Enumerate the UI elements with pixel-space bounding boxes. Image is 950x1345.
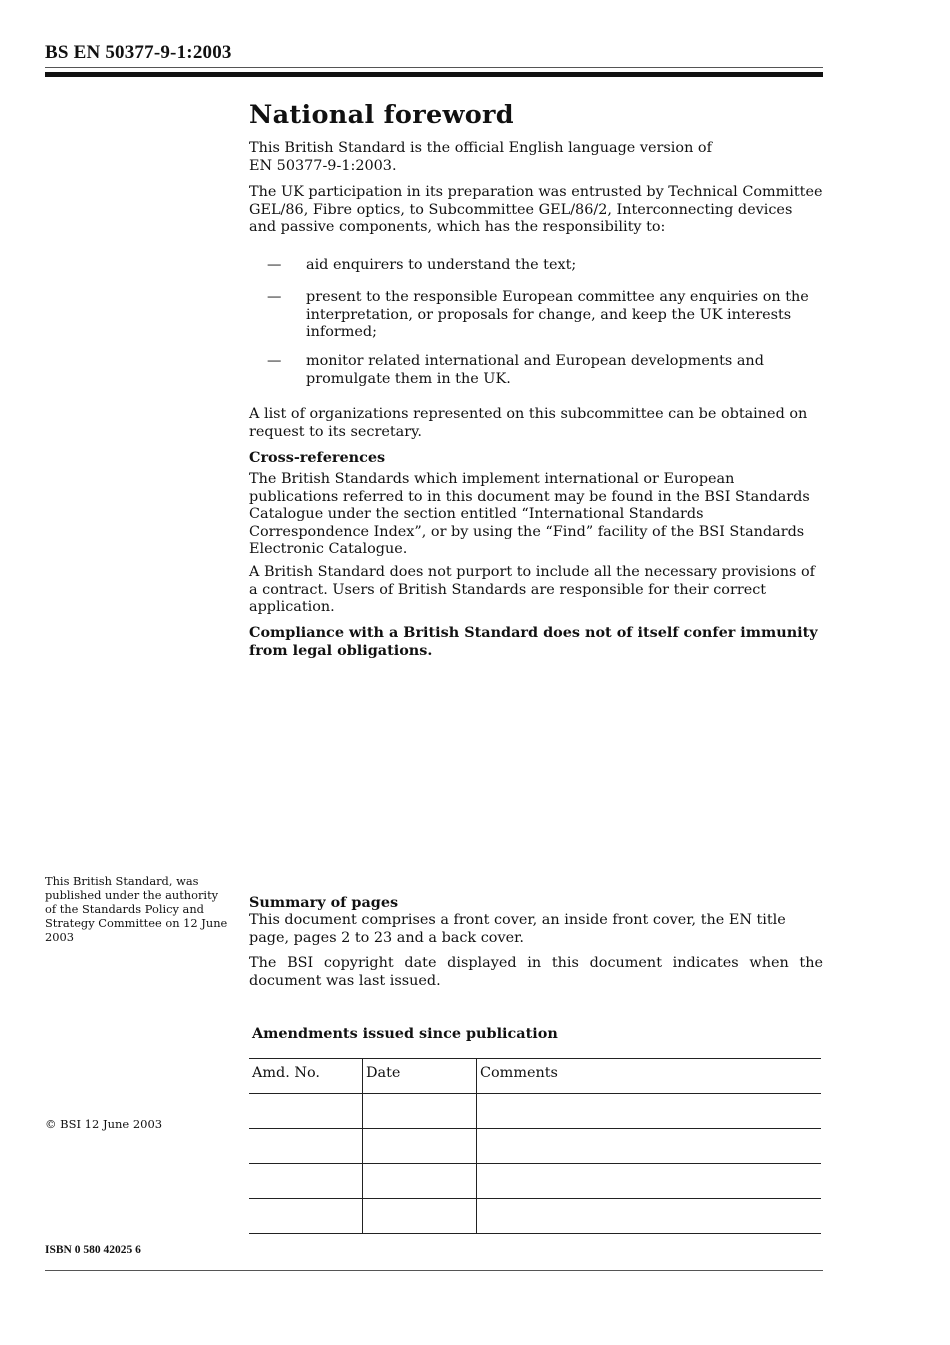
table-cell	[363, 1094, 477, 1129]
publication-note: This British Standard, was published under the authority of the Standards Policy and Strategy Committee on 12 June 2003	[45, 874, 228, 944]
paragraph: The BSI copyright date displayed in this document indicates when the document was last issued.	[249, 955, 823, 989]
table-cell	[477, 1129, 822, 1164]
header-rule-thick	[45, 72, 823, 77]
table-cell	[249, 1199, 363, 1234]
paragraph: The UK participation in its preparation was entrusted by Technical Committee GEL/86, Fibre optics, to Subcommittee GEL/86/2, Interconnecting devices and passive components, which has the responsibility to:	[249, 184, 823, 235]
isbn: ISBN 0 580 42025 6	[45, 1244, 141, 1256]
column-header: Date	[363, 1059, 477, 1094]
footer-rule	[45, 1270, 823, 1271]
table-cell	[249, 1094, 363, 1129]
table-cell	[249, 1164, 363, 1199]
summary-copyright-note	[249, 955, 823, 990]
table-row	[249, 1164, 821, 1199]
amendments-title: Amendments issued since publication	[252, 1025, 558, 1042]
table-cell	[477, 1164, 822, 1199]
foreword-participation	[249, 184, 823, 237]
summary-heading: Summary of pages	[249, 894, 399, 911]
copyright-notice: © BSI 12 June 2003	[45, 1117, 163, 1131]
compliance-statement: Compliance with a British Standard does not of itself confer immunity from legal obligations.	[249, 624, 818, 659]
dash-marker: —	[267, 257, 282, 273]
paragraph: This document comprises a front cover, an inside front cover, the EN title page, pages 2 to 23 and a back cover.	[249, 912, 786, 946]
paragraph: The British Standards which implement international or European publications referred to in this document may be found in the BSI Standards Catalogue under the section entitled “International Standards Correspondence Index”, or by using the “Find” facility of the BSI Standards Electronic Catalogue.	[249, 471, 810, 557]
dash-marker: —	[267, 289, 282, 305]
foreword-intro	[249, 140, 823, 175]
table-header-row	[249, 1059, 821, 1094]
table-cell	[477, 1199, 822, 1234]
paragraph: This British Standard is the official English language version of EN 50377-9-1:2003.	[249, 140, 712, 174]
table-cell	[363, 1129, 477, 1164]
column-header: Comments	[477, 1059, 822, 1094]
table-cell	[363, 1164, 477, 1199]
table-cell	[477, 1094, 822, 1129]
paragraph: A British Standard does not purport to include all the necessary provisions of a contract. Users of British Standards are responsible for their correct application.	[249, 564, 815, 615]
foreword-subcommittee	[249, 406, 823, 441]
table-row	[249, 1199, 821, 1234]
amendments-table	[249, 1058, 821, 1234]
table-row	[249, 1129, 821, 1164]
header-rule-thin	[45, 67, 823, 68]
paragraph: A list of organizations represented on this subcommittee can be obtained on request to its secretary.	[249, 406, 808, 440]
document-id: BS EN 50377-9-1:2003	[45, 42, 232, 63]
cross-references-heading: Cross-references	[249, 449, 386, 466]
table-cell	[249, 1129, 363, 1164]
table-row	[249, 1094, 821, 1129]
column-header: Amd. No.	[249, 1059, 363, 1094]
dash-marker: —	[267, 353, 282, 369]
summary-text	[249, 912, 823, 947]
page-title: National foreword	[249, 100, 514, 130]
list-item-text: aid enquirers to understand the text;	[306, 257, 577, 273]
table-cell	[363, 1199, 477, 1234]
list-item-text: present to the responsible European committee any enquiries on the interpretation, or proposals for change, and keep the UK interests informed;	[306, 289, 809, 340]
list-item-text: monitor related international and European developments and promulgate them in the UK.	[306, 353, 764, 387]
foreword-provisions	[249, 564, 823, 617]
foreword-cross-references	[249, 471, 823, 559]
